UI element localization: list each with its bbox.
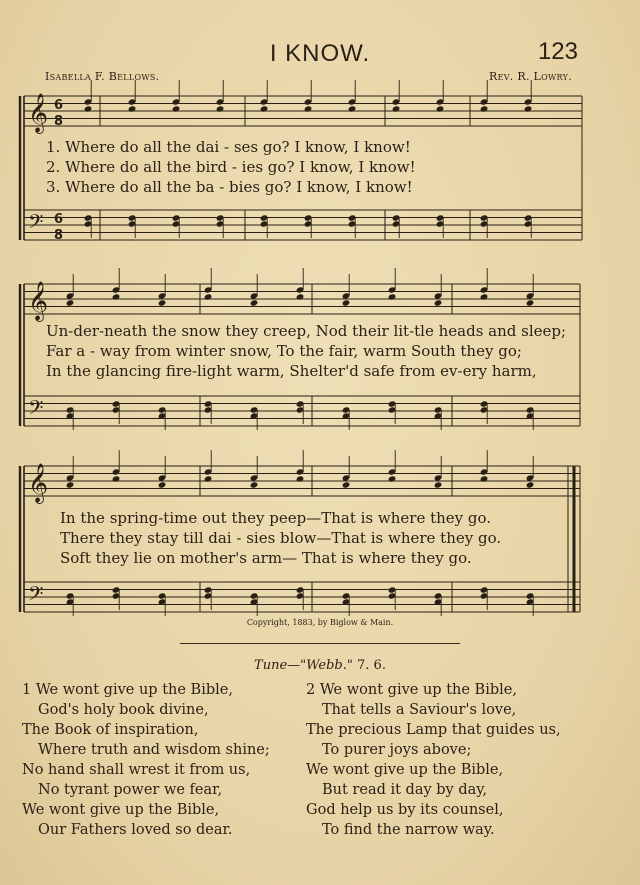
note-head [128, 105, 137, 112]
lyric-line: In the spring-time out they peep—That is where they go. [60, 509, 492, 527]
verse-line: 2 We wont give up the Bible, [306, 682, 517, 698]
note-head [342, 299, 351, 306]
verse-line: God's holy book divine, [38, 702, 209, 718]
lyric-line: Un-der-neath the snow they creep, Nod their lit-tle heads and sleep; [46, 322, 567, 340]
treble-clef: 𝄞 [28, 281, 49, 321]
note-head [342, 481, 351, 488]
tune-meter: 7. 6. [357, 658, 386, 673]
verse-line: No hand shall wrest it from us, [22, 762, 251, 778]
treble-clef: 𝄞 [28, 463, 49, 503]
note-head [112, 475, 121, 482]
hymn-title: I KNOW. [269, 40, 371, 67]
verse-line: Where truth and wisdom shine; [38, 742, 270, 758]
note-head [526, 481, 535, 488]
note-head [112, 293, 121, 300]
verse-line: 1 We wont give up the Bible, [22, 682, 233, 698]
note-head [480, 105, 489, 112]
verse-line: The Book of inspiration, [22, 722, 199, 738]
note-head [158, 299, 167, 306]
verse-line: That tells a Saviour's love, [322, 702, 517, 718]
note-head [296, 475, 305, 482]
lyric-line: In the glancing fire-light warm, Shelter'd safe from ev-ery harm, [46, 362, 537, 380]
treble-clef: 𝄞 [28, 93, 49, 133]
note-head [250, 481, 259, 488]
tune-heading [0, 658, 640, 673]
verse-line: But read it day by day, [322, 782, 488, 798]
copyright-notice: Copyright, 1883, by Biglow & Main. [246, 618, 394, 627]
note-head [348, 105, 357, 112]
note-head [304, 105, 313, 112]
note-head [216, 105, 225, 112]
note-head [436, 105, 445, 112]
time-signature: 6 [54, 98, 64, 113]
hymn-verse-1 [22, 680, 270, 840]
lyric-line: Far a - way from winter snow, To the fair, warm South they go; [46, 342, 522, 360]
page-number: 123 [537, 38, 578, 65]
bass-clef: 𝄢 [28, 210, 44, 238]
note-head [388, 475, 397, 482]
hymn-verse-2 [306, 680, 561, 840]
note-head [524, 105, 533, 112]
verse-line: We wont give up the Bible, [22, 802, 220, 818]
time-signature: 6 [54, 212, 64, 227]
verse-line: We wont give up the Bible, [306, 762, 504, 778]
note-head [526, 299, 535, 306]
author-credit: Isabella F. Bellows. [45, 70, 160, 83]
lyric-line: Soft they lie on mother's arm— That is where they go. [60, 549, 472, 567]
lyric-line: 2. Where do all the bird - ies go? I know, I know! [46, 158, 416, 176]
bass-clef: 𝄢 [28, 396, 44, 424]
verse-line: God help us by its counsel, [306, 802, 504, 818]
note-head [388, 293, 397, 300]
note-head [172, 105, 181, 112]
note-head [434, 299, 443, 306]
verse-line: The precious Lamp that guides us, [306, 722, 561, 738]
note-head [480, 475, 489, 482]
note-head [204, 293, 213, 300]
verse-line: To find the narrow way. [322, 822, 495, 838]
lyric-line: 1. Where do all the dai - ses go? I know, I know! [46, 138, 411, 156]
time-signature: 8 [54, 114, 64, 129]
divider [180, 643, 460, 644]
lyric-line: 3. Where do all the ba - bies go? I know, I know! [46, 178, 413, 196]
note-head [84, 105, 93, 112]
time-signature: 8 [54, 228, 64, 243]
note-head [204, 475, 213, 482]
note-head [480, 293, 489, 300]
note-head [260, 105, 269, 112]
note-head [66, 481, 75, 488]
note-head [158, 481, 167, 488]
verse-line: No tyrant power we fear, [38, 782, 223, 798]
verse-line: To purer joys above; [322, 742, 472, 758]
composer-credit: Rev. R. Lowry. [488, 70, 572, 83]
note-head [66, 299, 75, 306]
note-head [392, 105, 401, 112]
bass-clef: 𝄢 [28, 582, 44, 610]
note-head [434, 481, 443, 488]
note-head [250, 299, 259, 306]
note-head [296, 293, 305, 300]
verse-line: Our Fathers loved so dear. [38, 822, 233, 838]
lyric-line: There they stay till dai - sies blow—That is where they go. [60, 529, 502, 547]
tune-name: Tune—"Webb." [254, 658, 353, 673]
